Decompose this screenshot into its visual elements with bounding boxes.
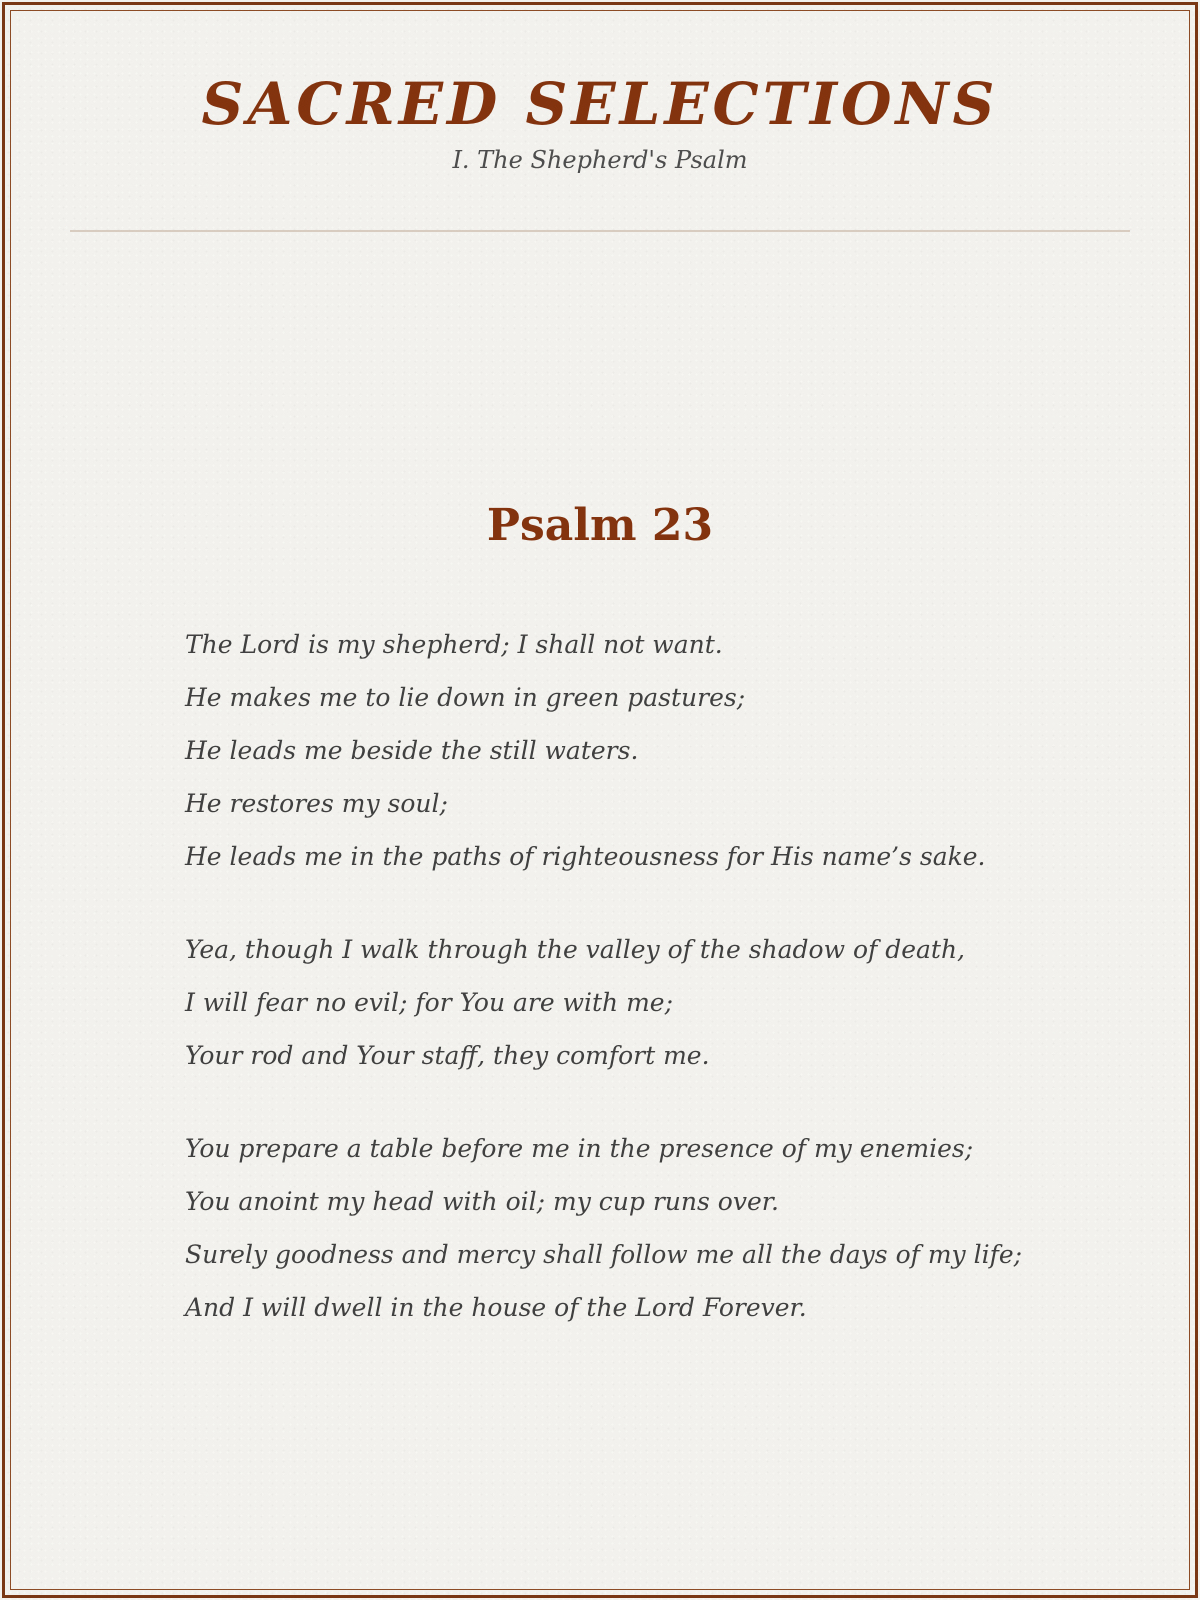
verse-line: I will fear no evil; for You are with me; [185,988,674,1017]
verse-line: Surely goodness and mercy shall follow me all the days of my life; [185,1240,1023,1269]
verse-line: Yea, though I walk through the valley of the shadow of death, [185,935,965,964]
verse-line: You prepare a table before me in the presence of my enemies; [185,1134,974,1163]
verse-line: Your rod and Your staff, they comfort me. [185,1041,710,1070]
verse-line: He leads me beside the still waters. [185,736,639,765]
verse-line: He makes me to lie down in green pastures; [185,683,746,712]
header-divider [70,230,1130,232]
psalm-text [185,618,1085,1374]
verse-line: He leads me in the paths of righteousness for His name’s sake. [185,842,986,871]
stanza [185,618,1085,883]
page-header [0,70,1200,174]
stanza [185,1122,1085,1334]
verse-line: He restores my soul; [185,789,448,818]
book-subtitle: I. The Shepherd's Psalm [452,145,748,174]
stanza [185,923,1085,1082]
verse-line: And I will dwell in the house of the Lord Forever. [185,1293,807,1322]
psalm-title: Psalm 23 [486,500,714,551]
verse-line: The Lord is my shepherd; I shall not want. [185,630,723,659]
book-title: SACRED SELECTIONS [201,70,999,138]
verse-line: You anoint my head with oil; my cup runs over. [185,1187,779,1216]
